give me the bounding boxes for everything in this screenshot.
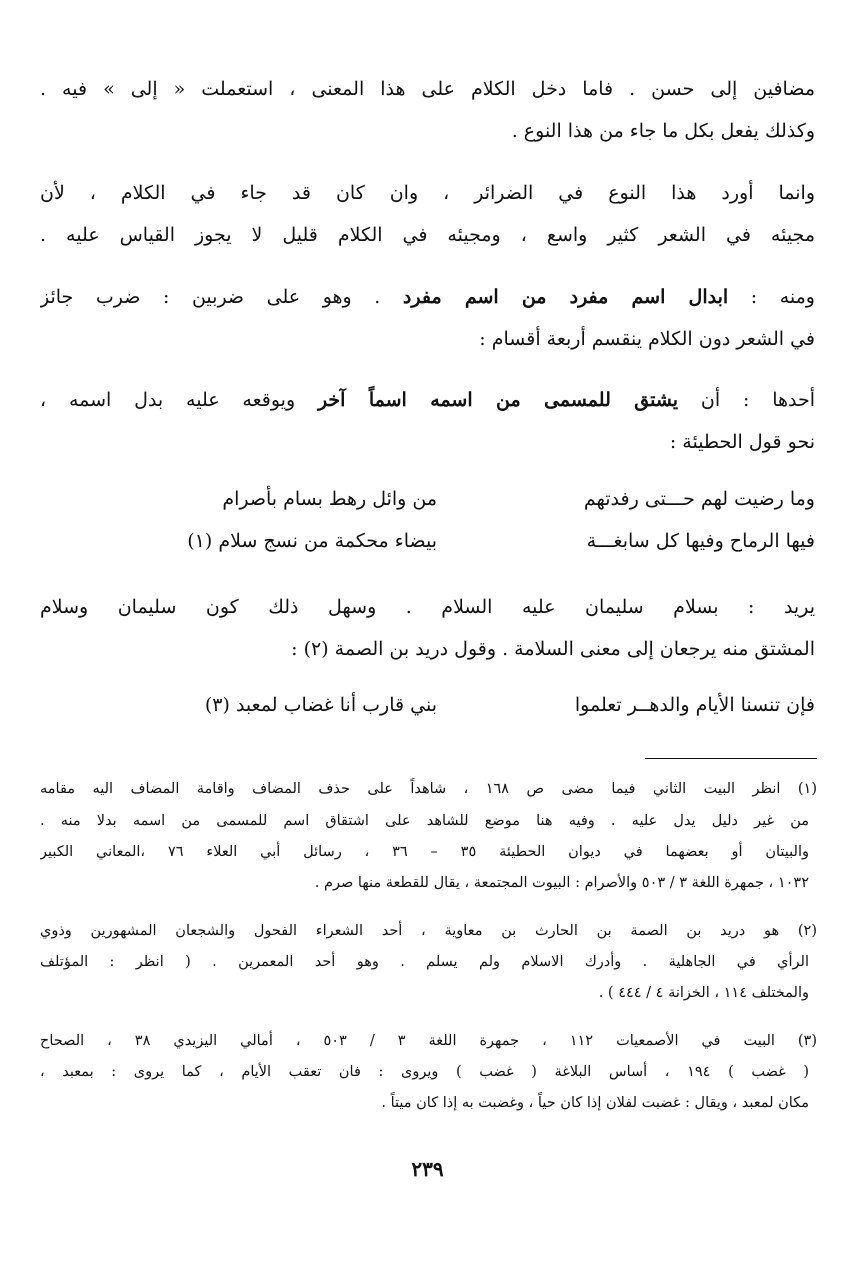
footnote-line: الرأي في الجاهلية . وأدرك الاسلام ولم يسلم . وهو أحد المعمرين . ( انظر : المؤتلف — [40, 954, 809, 970]
body-text-run: ومنه : — [728, 286, 815, 308]
body-text-run: أحدها : أن — [678, 389, 815, 411]
body-line — [40, 282, 815, 312]
body-line — [40, 385, 815, 415]
emphasis-run: يشتق للمسمى من اسمه اسماً آخر — [317, 389, 679, 411]
footnote-line: (٢) هو دريد بن الصمة بن الحارث بن معاوية ، أحد الشعراء الفحول والشجعان المشهورين وذوي — [40, 923, 817, 939]
footnote-line: والمختلف ١١٤ ، الخزانة ٤ / ٤٤٤ ) . — [598, 985, 809, 1001]
body-line: مضافين إلى حسن . فاما دخل الكلام على هذا المعنى ، استعملت « إلى » فيه . — [40, 78, 815, 100]
footnote-separator — [645, 758, 817, 759]
body-text-run: . وهو على ضربين : ضرب جائز — [40, 286, 403, 308]
body-line: وكذلك يفعل بكل ما جاء من هذا النوع . — [511, 120, 815, 142]
footnote-line: مكان لمعبد ، ويقال : غضبت لفلان إذا كان حياً ، وغضبت به إذا كان ميتاً . — [381, 1095, 809, 1111]
footnote-line: والبيتان أو بعضهما في ديوان الحطيئة ٣٥ – ٣٦ ، رسائل أبي العلاء ٧٦ ،المعاني الكبير — [40, 844, 809, 860]
body-line: نحو قول الحطيئة : — [669, 431, 815, 453]
footnote-line: ( غضب ) ١٩٤ ، أساس البلاغة ( غضب ) ويروى : فان تعقب الأيام ، كما يروى : بمعبد ، — [40, 1064, 809, 1080]
body-line: مجيئه في الشعر كثير واسع ، ومجيئه في الكلام قليل لا يجوز القياس عليه . — [40, 224, 815, 246]
footnote-line: (١) انظر البيت الثاني فيما مضى ص ١٦٨ ، شاهداً على حذف المضاف واقامة المضاف اليه مقامه — [40, 781, 817, 797]
body-line: وانما أورد هذا النوع في الضرائر ، وان كان قد جاء في الكلام ، لأن — [40, 182, 815, 204]
footnote-line: (٣) البيت في الأصمعيات ١١٢ ، جمهرة اللغة ٣ / ٥٠٣ ، أمالي اليزيدي ٣٨ ، الصحاح — [40, 1033, 817, 1049]
emphasis-run: ابدال اسم مفرد من اسم مفرد — [402, 286, 729, 308]
verse-first-hemistich: فيها الرماح وفيها كل سابغـــة — [586, 530, 815, 552]
body-text-run: ويوقعه عليه بدل اسمه ، — [40, 389, 318, 411]
body-line: يريد : بسلام سليمان عليه السلام . وسهل ذلك كون سليمان وسلام — [40, 596, 815, 618]
verse-second-hemistich: بني قارب أنا غضاب لمعبد (٣) — [204, 694, 437, 716]
verse-second-hemistich: بيضاء محكمة من نسج سلام (١) — [187, 530, 437, 552]
verse-first-hemistich: فإن تنسنا الأيام والدهــر تعلموا — [574, 694, 815, 716]
body-line: في الشعر دون الكلام ينقسم أربعة أقسام : — [479, 328, 815, 350]
footnote-line: ١٠٣٢ ، جمهرة اللغة ٣ / ٥٠٣ والأصرام : البيوت المجتمعة ، يقال للقطعة منها صرم . — [314, 875, 809, 891]
verse-second-hemistich: من وائل رهط بسام بأصرام — [222, 488, 437, 510]
body-line: المشتق منه يرجعان إلى معنى السلامة . وقول دريد بن الصمة (٢) : — [291, 638, 815, 660]
page-number: ٢٣٩ — [411, 1157, 444, 1181]
verse-first-hemistich: وما رضيت لهم حـــتى رفدتهم — [583, 488, 815, 510]
footnote-line: من غير دليل يدل عليه . وفيه هنا موضع للشاهد على اشتقاق اسم للمسمى من اسمه بدلا منه . — [40, 813, 809, 829]
